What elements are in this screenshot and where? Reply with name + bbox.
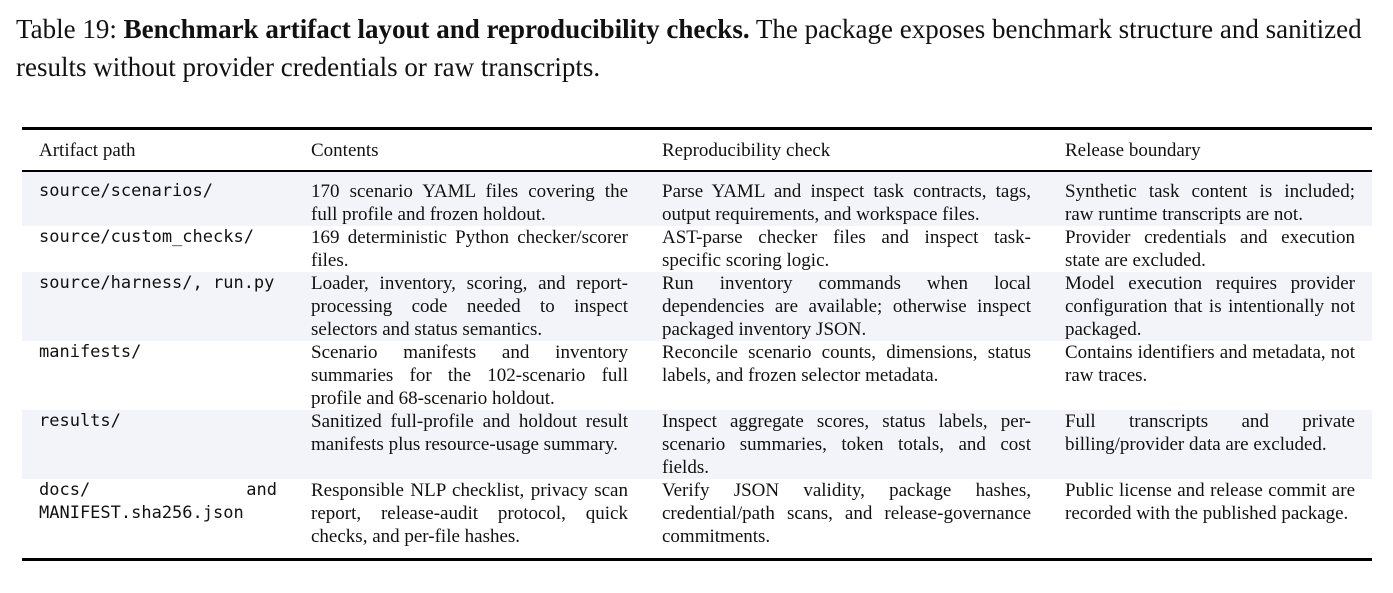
header-reproducibility-check: Reproducibility check — [662, 140, 831, 161]
table-row — [22, 479, 1372, 558]
header-contents: Contents — [311, 140, 379, 161]
table-bottom-rule — [22, 558, 1372, 561]
cell-artifact-path: source/custom_checks/ — [39, 226, 254, 247]
caption-label: Table 19: — [16, 14, 124, 44]
cell-contents: 169 deterministic Python checker/scorer files. — [311, 226, 628, 271]
artifact-table — [22, 127, 1372, 561]
cell-release-boundary: Model execution requires provider configuration that is intentionally not packaged. — [1065, 272, 1355, 340]
cell-contents: Responsible NLP checklist, privacy scan report, release-audit protocol, quick checks, and per-file hashes. — [311, 479, 628, 547]
table-caption — [16, 10, 1386, 86]
cell-reproducibility-check: Run inventory commands when local dependencies are available; otherwise inspect packaged inventory JSON. — [662, 272, 1031, 340]
cell-reproducibility-check: Inspect aggregate scores, status labels, per-scenario summaries, token totals, and cost fields. — [662, 410, 1031, 478]
header-release-boundary: Release boundary — [1065, 140, 1201, 161]
cell-release-boundary: Synthetic task content is included; raw runtime transcripts are not. — [1065, 180, 1355, 225]
table-header-row — [22, 130, 1372, 170]
cell-contents: 170 scenario YAML files covering the full profile and frozen holdout. — [311, 180, 628, 225]
cell-artifact-path: source/harness/, run.py — [39, 272, 275, 293]
cell-release-boundary: Public license and release commit are recorded with the published package. — [1065, 479, 1355, 524]
cell-release-boundary: Full transcripts and private billing/provider data are excluded. — [1065, 410, 1355, 455]
cell-reproducibility-check: Reconcile scenario counts, dimensions, status labels, and frozen selector metadata. — [662, 341, 1031, 386]
cell-contents: Loader, inventory, scoring, and report-processing code needed to inspect selectors and status semantics. — [311, 272, 628, 340]
table-row — [22, 410, 1372, 479]
table-row — [22, 226, 1372, 272]
caption-text: The package exposes benchmark structure and sanitized results without provider credentials or raw transcripts. — [16, 14, 1362, 82]
cell-reproducibility-check: Parse YAML and inspect task contracts, tags, output requirements, and workspace files. — [662, 180, 1031, 225]
caption-title: Benchmark artifact layout and reproducibility checks. — [123, 14, 750, 44]
cell-release-boundary: Contains identifiers and metadata, not raw traces. — [1065, 341, 1355, 386]
cell-release-boundary: Provider credentials and execution state are excluded. — [1065, 226, 1355, 271]
cell-artifact-path: results/ — [39, 410, 121, 431]
cell-contents: Sanitized full-profile and holdout result manifests plus resource-usage summary. — [311, 410, 628, 455]
cell-artifact-path: source/scenarios/ — [39, 180, 213, 201]
cell-reproducibility-check: Verify JSON validity, package hashes, credential/path scans, and release-governance commitments. — [662, 479, 1031, 547]
cell-artifact-path: manifests/ — [39, 341, 142, 362]
table-row — [22, 341, 1372, 410]
table-row — [22, 172, 1372, 226]
header-artifact-path: Artifact path — [39, 140, 136, 161]
cell-reproducibility-check: AST-parse checker files and inspect task-specific scoring logic. — [662, 226, 1031, 271]
table-row — [22, 272, 1372, 341]
cell-artifact-path: docs/ and MANIFEST.sha256.json — [39, 479, 277, 523]
cell-contents: Scenario manifests and inventory summaries for the 102-scenario full profile and 68-scenario holdout. — [311, 341, 628, 409]
